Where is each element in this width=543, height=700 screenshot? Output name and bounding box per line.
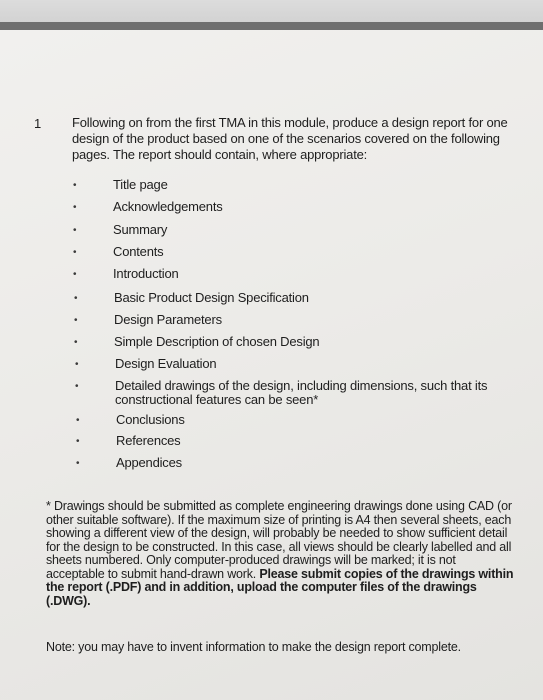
bullet: • (76, 458, 80, 469)
bullet: • (75, 381, 79, 392)
list-item-label: Introduction (113, 266, 179, 281)
question-number: 1 (34, 116, 42, 131)
note: Note: you may have to invent information to make the design report complete. (46, 640, 461, 654)
footnote-submission-instruction: Please submit copies of the drawings within the report (.PDF) and in addition, upload the computer files of the drawings (.DWG). (46, 566, 514, 608)
list-item (76, 433, 181, 448)
list-item-label: Conclusions (116, 412, 185, 427)
list-item (73, 244, 164, 259)
bullet: • (76, 415, 80, 426)
bullet: • (73, 247, 77, 258)
list-item (73, 222, 168, 237)
bullet: • (74, 315, 78, 326)
list-item-label: Basic Product Design Specification (114, 290, 309, 305)
drawings-footnote (46, 500, 516, 608)
list-item-label: Detailed drawings of the design, including dimensions, such that its constructional features can be seen* (115, 378, 488, 407)
list-item (75, 378, 495, 407)
list-item (74, 312, 222, 327)
question-intro: Following on from the first TMA in this module, produce a design report for one design of the product based on one of the scenarios covered on the following pages. The report should contain, where appropriate: (72, 115, 508, 162)
list-item-label: Simple Description of chosen Design (114, 334, 320, 349)
list-item (73, 177, 168, 192)
list-item-label: Appendices (116, 455, 182, 470)
bullet: • (76, 436, 80, 447)
footnote-marker: * (46, 499, 51, 513)
list-item-label: Contents (113, 244, 164, 259)
bullet: • (73, 180, 77, 191)
bullet: • (75, 359, 79, 370)
list-item-label: Design Evaluation (115, 356, 217, 371)
footnote-text: Drawings should be submitted as complete engineering drawings done using CAD (or other suitable software). If the maximum size of printing is A4 then several sheets, each showing a different view of the design, will probably be needed to show sufficient detail for the design to be constructed. In this case, all views should be clearly labelled and all sheets numbered. Only computer-produced drawings will be marked; it is not acceptable to submit hand-drawn work. (46, 499, 512, 581)
bullet: • (73, 269, 77, 280)
list-item (75, 356, 217, 371)
list-item (73, 199, 223, 214)
list-item (74, 290, 309, 305)
list-item-label: Summary (113, 222, 168, 237)
top-bar (0, 22, 543, 30)
list-item (74, 334, 320, 349)
list-item-label: References (116, 433, 181, 448)
list-item-label: Title page (113, 177, 168, 192)
list-item-label: Acknowledgements (113, 199, 223, 214)
list-item-label: Design Parameters (114, 312, 222, 327)
list-item (76, 455, 182, 470)
bullet: • (73, 225, 77, 236)
bullet: • (74, 293, 78, 304)
bullet: • (73, 202, 77, 213)
list-item (73, 266, 179, 281)
list-item (76, 412, 185, 427)
bullet: • (74, 337, 78, 348)
